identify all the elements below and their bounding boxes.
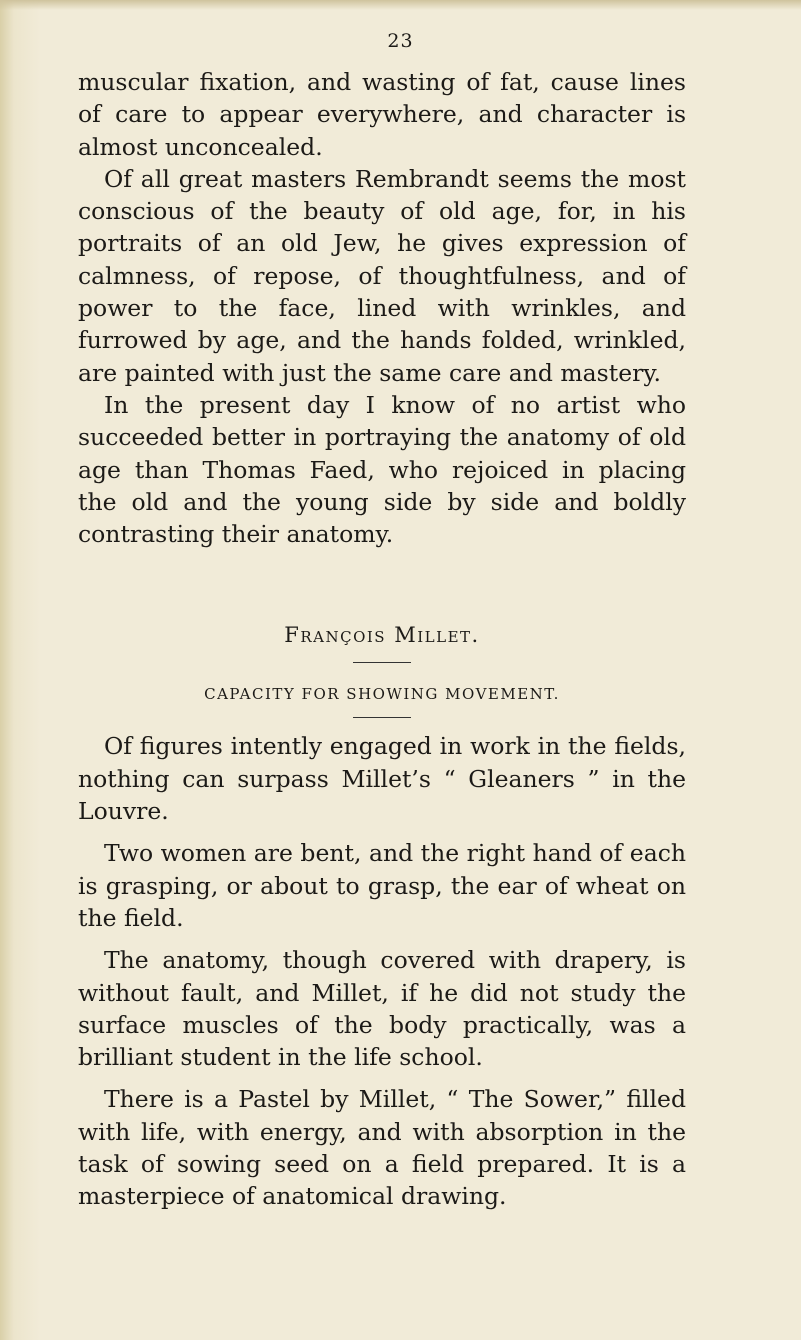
page-body [78, 66, 686, 1213]
section-subtitle: CAPACITY FOR SHOWING MOVEMENT. [204, 685, 560, 704]
paragraph-two-women: Two women are bent, and the right hand of each is grasping, or about to grasp, the ear of wheat on the field. [78, 839, 686, 932]
page-edge-shadow [0, 0, 801, 10]
paragraph-rembrandt: Of all great masters Rembrandt seems the most conscious of the beauty of old age, for, in his portraits of an old Jew, he gives expression of calmness, of repose, of thoughtfulness, and of power to the face, lined with wrinkles, and furrowed by age, and the hands folded, wrinkled, are painted with just the same care and mastery. [78, 164, 686, 387]
paragraph-faed: In the present day I know of no artist who succeeded better in portraying the anatomy of old age than Thomas Faed, who rejoiced in placing the old and the young side by side and boldly contrasting their anatomy. [78, 390, 686, 549]
paragraph-continued: muscular fixation, and wasting of fat, cause lines of care to appear everywhere, and character is almost unconcealed. [78, 68, 686, 161]
paragraph-sower: There is a Pastel by Millet, “ The Sower,” filled with life, with energy, and with absorption in the task of sowing seed on a field prepared. It is a masterpiece of anatomical drawing. [78, 1085, 686, 1211]
section-divider-top [353, 662, 411, 663]
section-divider-bottom [353, 717, 411, 718]
paragraph-gleaners: Of figures intently engaged in work in the fields, nothing can surpass Millet’s “ Gleaners ” in the Louvre. [78, 732, 686, 826]
page-number: 23 [387, 30, 414, 52]
paragraph-anatomy-drapery: The anatomy, though covered with drapery, is without fault, and Millet, if he did not study the surface muscles of the body practically, was a brilliant student in the life school. [78, 946, 686, 1072]
section-title: François Millet. [284, 623, 480, 648]
